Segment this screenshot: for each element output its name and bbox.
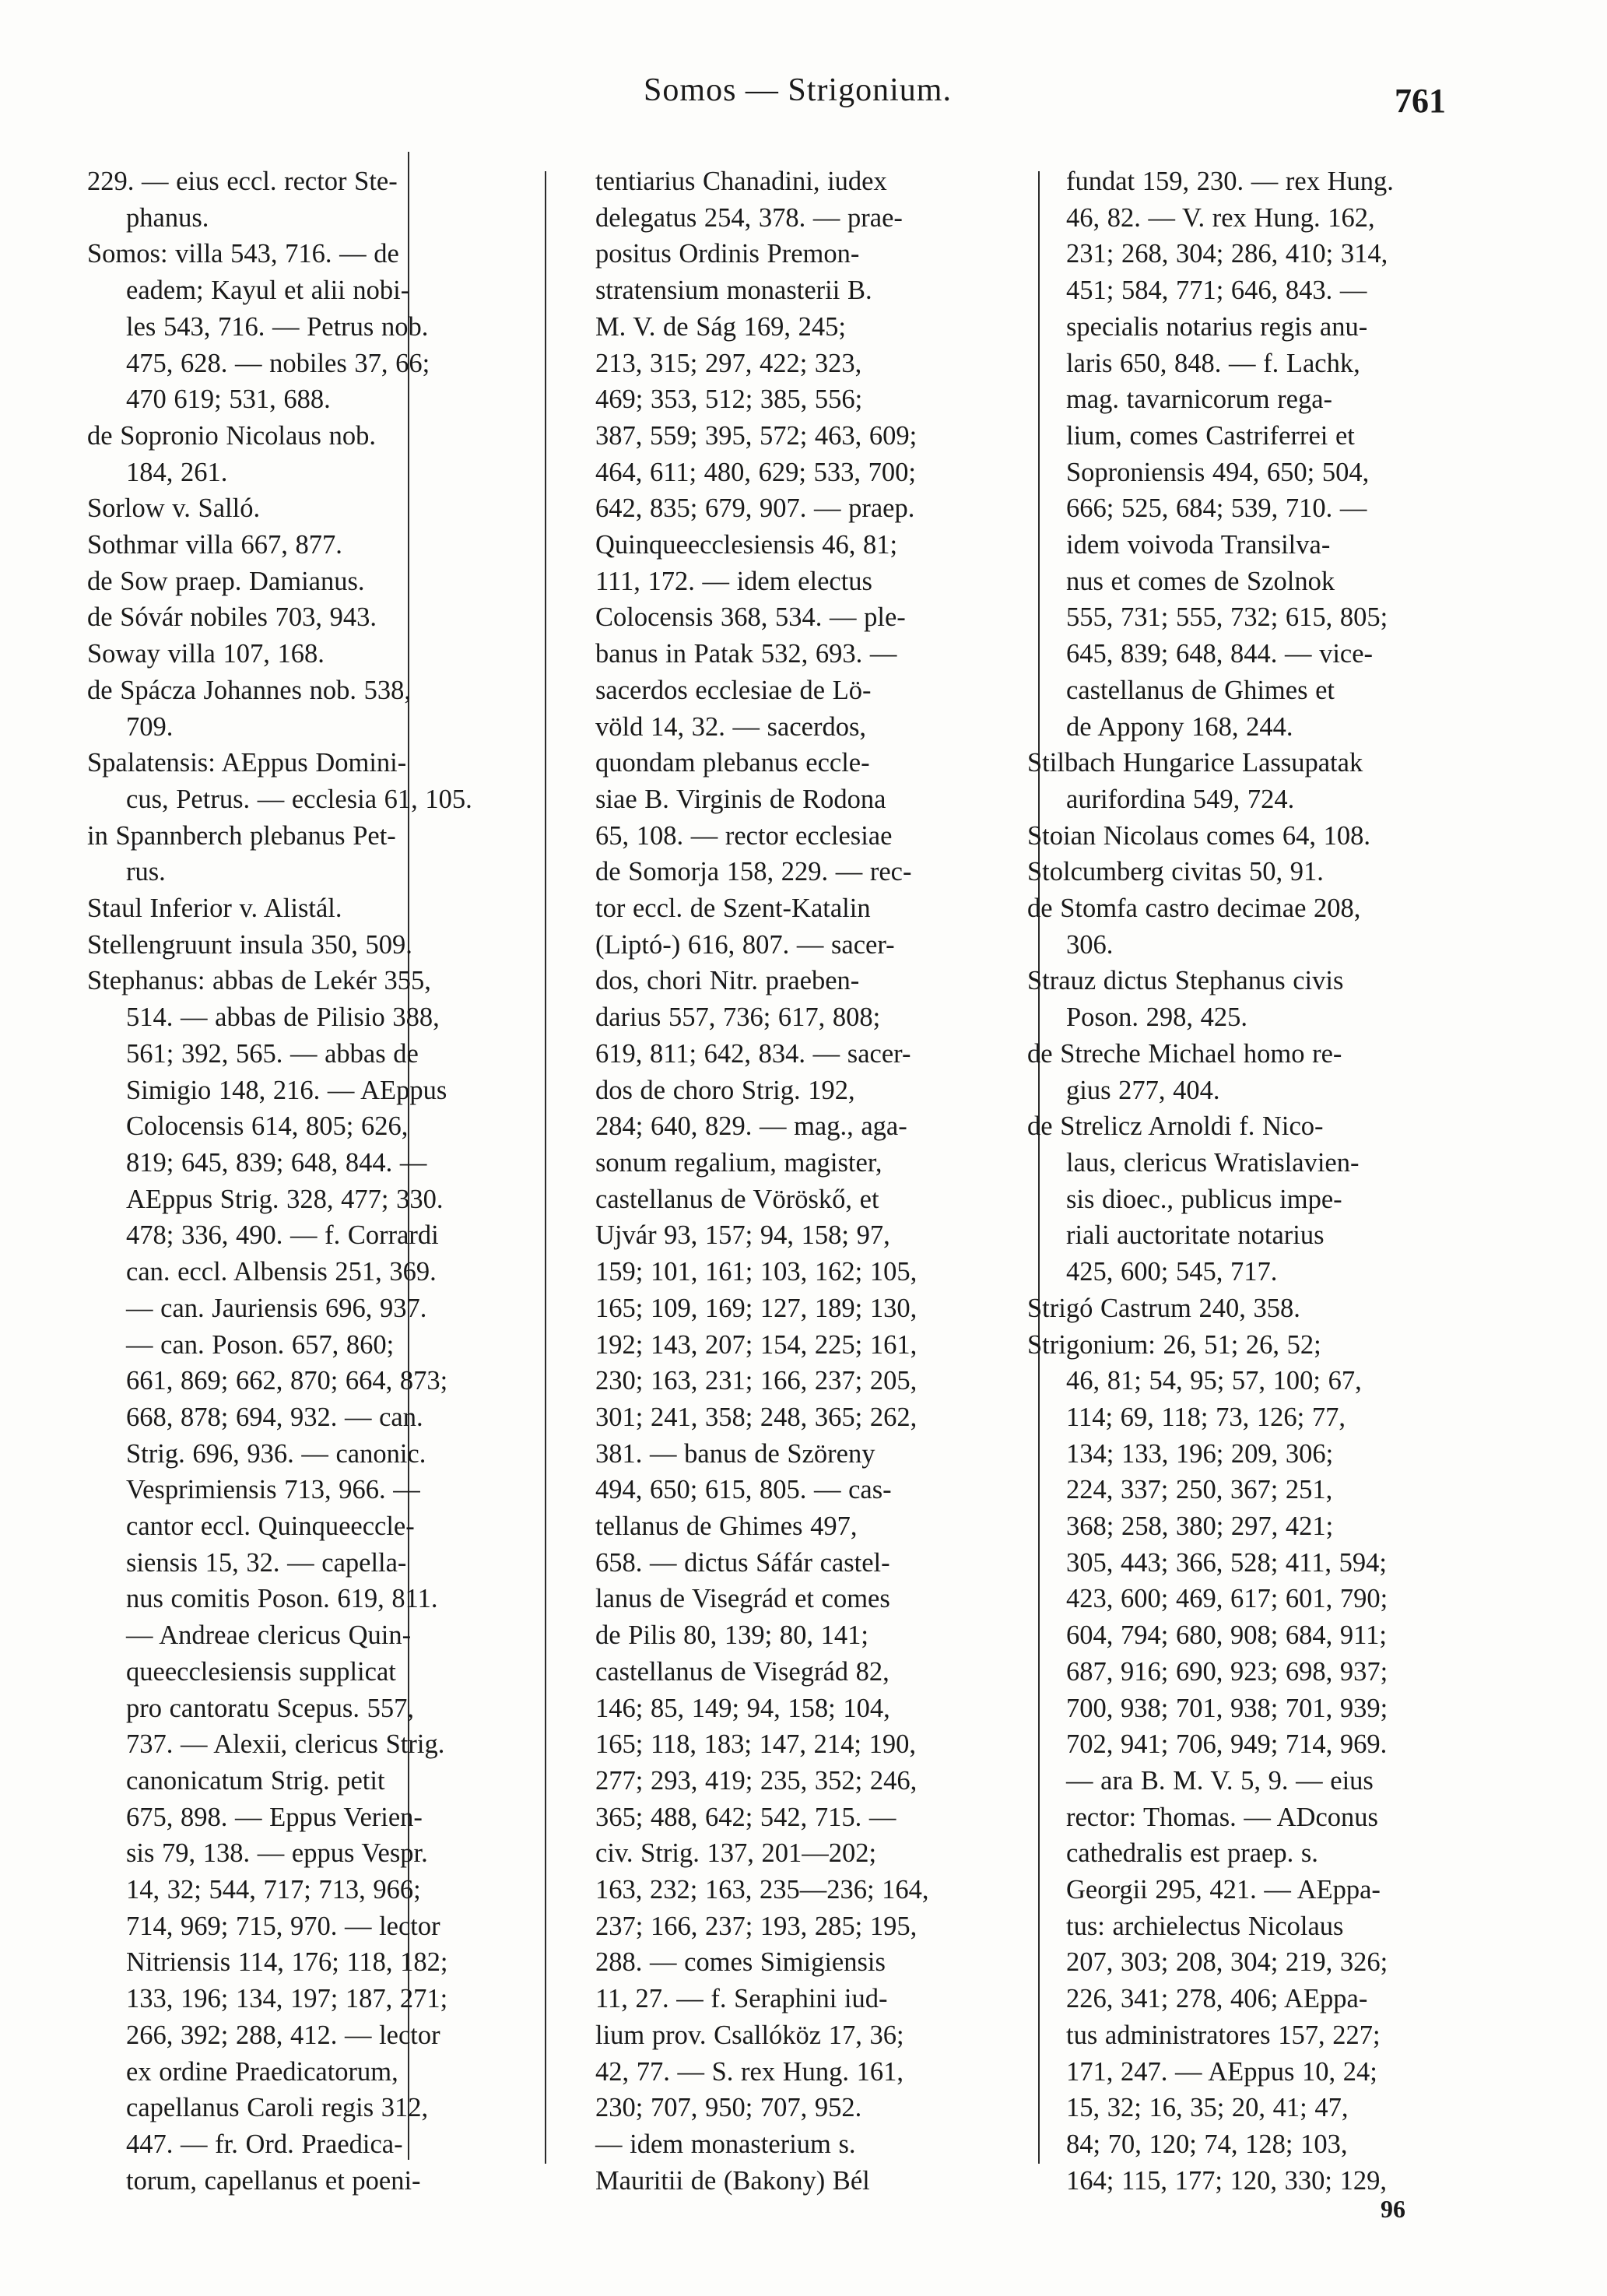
index-line: 642, 835; 679, 907. — praep. [595, 493, 915, 524]
index-line: 230; 707, 950; 707, 952. [595, 2093, 862, 2123]
index-line: canonicatum Strig. petit [126, 1765, 385, 1796]
index-column-2 [595, 163, 1000, 2199]
index-line: 451; 584, 771; 646, 843. — [1066, 276, 1367, 306]
index-line: eadem; Kayul et alii nobi- [126, 276, 410, 306]
index-line: lium prov. Csallóköz 17, 36; [595, 2020, 904, 2050]
index-line: Simigio 148, 216. — AEppus [126, 1075, 447, 1105]
index-line: Strigó Castrum 240, 358. [1027, 1293, 1300, 1323]
index-line: queecclesiensis supplicat [126, 1656, 396, 1687]
index-line: Stephanus: abbas de Lekér 355, [87, 966, 431, 996]
index-line: quondam plebanus eccle- [595, 748, 870, 778]
index-line: 288. — comes Simigiensis [595, 1947, 886, 1978]
index-line: 709. [126, 711, 174, 742]
index-line: 111, 172. — idem electus [595, 566, 872, 596]
index-line: sis dioec., publicus impe- [1066, 1184, 1342, 1214]
index-line: darius 557, 736; 617, 808; [595, 1002, 881, 1033]
index-line: torum, capellanus et poeni- [126, 2165, 421, 2196]
index-line: 46, 81; 54, 95; 57, 100; 67, [1066, 1366, 1362, 1396]
index-line: Mauritii de (Bakony) Bél [595, 2165, 870, 2196]
index-line: Colocensis 614, 805; 626, [126, 1111, 409, 1142]
index-line: 229. — eius eccl. rector Ste- [87, 167, 398, 196]
index-column-1 [87, 163, 531, 2199]
index-line: de Sopronio Nicolaus nob. [87, 420, 376, 451]
index-line: laus, clericus Wratislavien- [1066, 1147, 1360, 1178]
index-line: nus comitis Poson. 619, 811. [126, 1584, 438, 1614]
index-line: civ. Strig. 137, 201—202; [595, 1838, 877, 1869]
index-line: rus. [126, 857, 166, 887]
index-line: tor eccl. de Szent-Katalin [595, 893, 871, 924]
index-line: fundat 159, 230. — rex Hung. [1066, 167, 1394, 196]
index-line: dos, chori Nitr. praeben- [595, 966, 860, 996]
index-line: 230; 163, 231; 166, 237; 205, [595, 1366, 918, 1396]
index-line: 231; 268, 304; 286, 410; 314, [1066, 239, 1388, 269]
index-line: 301; 241, 358; 248, 365; 262, [595, 1402, 918, 1432]
index-line: idem voivoda Transilva- [1066, 530, 1331, 560]
index-line: 207, 303; 208, 304; 219, 326; [1066, 1947, 1388, 1978]
index-line: 475, 628. — nobiles 37, 66; [126, 348, 430, 378]
index-line: Nitriensis 114, 176; 118, 182; [126, 1947, 448, 1978]
index-line: Staul Inferior v. Alistál. [87, 893, 342, 924]
index-line: — idem monasterium s. [595, 2129, 856, 2159]
index-line: 514. — abbas de Pilisio 388, [126, 1002, 440, 1033]
index-line: de Appony 168, 244. [1066, 711, 1293, 742]
index-line: castellanus de Vöröskő, et [595, 1184, 879, 1214]
index-line: nus et comes de Szolnok [1066, 566, 1335, 596]
index-line: 277; 293, 419; 235, 352; 246, [595, 1765, 918, 1796]
index-line: 469; 353, 512; 385, 556; [595, 384, 863, 415]
column-rule-middle [545, 171, 546, 2164]
index-line: Sorlow v. Salló. [87, 493, 261, 524]
index-line: lium, comes Castriferrei et [1066, 420, 1355, 451]
index-line: cathedralis est praep. s. [1066, 1838, 1318, 1869]
index-line: Spalatensis: AEppus Domini- [87, 748, 407, 778]
index-line: de Sow praep. Damianus. [87, 566, 365, 596]
index-line: 675, 898. — Eppus Verien- [126, 1802, 423, 1832]
index-line: (Liptó-) 616, 807. — sacer- [595, 929, 895, 960]
index-line: siensis 15, 32. — capella- [126, 1547, 407, 1578]
index-line: 134; 133, 196; 209, 306; [1066, 1438, 1334, 1469]
index-line: pro cantoratu Scepus. 557, [126, 1693, 414, 1723]
index-line: 668, 878; 694, 932. — can. [126, 1402, 423, 1432]
index-line: 84; 70, 120; 74, 128; 103, [1066, 2129, 1348, 2159]
index-line: Soway villa 107, 168. [87, 639, 325, 669]
index-line: — can. Poson. 657, 860; [126, 1329, 395, 1360]
index-line: dos de choro Strig. 192, [595, 1075, 855, 1105]
index-line: de Somorja 158, 229. — rec- [595, 857, 912, 887]
index-line: 213, 315; 297, 422; 323, [595, 348, 862, 378]
index-line: positus Ordinis Premon- [595, 239, 860, 269]
index-line: de Stomfa castro decimae 208, [1027, 893, 1361, 924]
index-line: 464, 611; 480, 629; 533, 700; [595, 457, 916, 487]
index-line: 737. — Alexii, clericus Strig. [126, 1729, 445, 1760]
index-line: sacerdos ecclesiae de Lö- [595, 675, 872, 705]
index-line: 423, 600; 469, 617; 601, 790; [1066, 1584, 1388, 1614]
index-line: 658. — dictus Sáfár castel- [595, 1547, 890, 1578]
index-line: 159; 101, 161; 103, 162; 105, [595, 1257, 918, 1287]
index-line: tellanus de Ghimes 497, [595, 1511, 858, 1542]
index-line: 184, 261. [126, 457, 228, 487]
index-line: 700, 938; 701, 938; 701, 939; [1066, 1693, 1388, 1723]
index-line: 65, 108. — rector ecclesiae [595, 820, 893, 851]
signature-mark: 96 [1381, 2195, 1405, 2223]
index-line: 171, 247. — AEppus 10, 24; [1066, 2056, 1377, 2087]
index-line: 11, 27. — f. Seraphini iud- [595, 1984, 888, 2014]
index-line: Strigonium: 26, 51; 26, 52; [1027, 1329, 1321, 1360]
index-line: mag. tavarnicorum rega- [1066, 384, 1333, 415]
index-line: 494, 650; 615, 805. — cas- [595, 1475, 892, 1505]
index-line: 226, 341; 278, 406; AEppa- [1066, 1984, 1368, 2014]
index-line: ex ordine Praedicatorum, [126, 2056, 398, 2087]
index-line: 819; 645, 839; 648, 844. — [126, 1147, 427, 1178]
index-line: cantor eccl. Quinqueeccle- [126, 1511, 415, 1542]
index-line: stratensium monasterii B. [595, 276, 872, 306]
index-line: in Spannberch plebanus Pet- [87, 820, 396, 851]
index-line: phanus. [126, 202, 209, 233]
index-line: 266, 392; 288, 412. — lector [126, 2020, 440, 2050]
index-line: 425, 600; 545, 717. [1066, 1257, 1278, 1287]
index-line: 365; 488, 642; 542, 715. — [595, 1802, 896, 1832]
index-line: 447. — fr. Ord. Praedica- [126, 2129, 403, 2159]
index-line: 146; 85, 149; 94, 158; 104, [595, 1693, 890, 1723]
index-line: 284; 640, 829. — mag., aga- [595, 1111, 907, 1142]
index-line: les 543, 716. — Petrus nob. [126, 311, 429, 342]
index-line: lanus de Visegrád et comes [595, 1584, 890, 1614]
index-line: Stilbach Hungarice Lassupatak [1027, 748, 1363, 778]
index-line: Georgii 295, 421. — AEppa- [1066, 1875, 1381, 1905]
index-line: Stellengruunt insula 350, 509. [87, 929, 412, 960]
index-line: laris 650, 848. — f. Lachk, [1066, 348, 1360, 378]
index-line: de Strelicz Arnoldi f. Nico- [1027, 1111, 1324, 1142]
index-line: 15, 32; 16, 35; 20, 41; 47, [1066, 2093, 1349, 2123]
index-line: Quinqueecclesiensis 46, 81; [595, 530, 898, 560]
index-line: 306. [1066, 929, 1114, 960]
index-line: aurifordina 549, 724. [1066, 784, 1295, 814]
index-line: Soproniensis 494, 650; 504, [1066, 457, 1370, 487]
index-line: rector: Thomas. — ADconus [1066, 1802, 1378, 1832]
index-line: 478; 336, 490. — f. Corrardi [126, 1220, 439, 1251]
page-number: 761 [1395, 82, 1446, 120]
index-line: banus in Patak 532, 693. — [595, 639, 897, 669]
index-line: M. V. de Ság 169, 245; [595, 311, 846, 342]
index-line: Strauz dictus Stephanus civis [1027, 966, 1344, 996]
index-line: — ara B. M. V. 5, 9. — eius [1066, 1765, 1374, 1796]
index-line: specialis notarius regis anu- [1066, 311, 1368, 342]
index-line: sonum regalium, magister, [595, 1147, 882, 1178]
index-line: de Spácza Johannes nob. 538, [87, 675, 411, 705]
index-line: 165; 109, 169; 127, 189; 130, [595, 1293, 918, 1323]
index-line: castellanus de Ghimes et [1066, 675, 1335, 705]
index-line: 192; 143, 207; 154, 225; 161, [595, 1329, 918, 1360]
index-line: Ujvár 93, 157; 94, 158; 97, [595, 1220, 890, 1251]
index-line: — can. Jauriensis 696, 937. [126, 1293, 427, 1323]
index-line: 368; 258, 380; 297, 421; [1066, 1511, 1334, 1542]
index-line: völd 14, 32. — sacerdos, [595, 711, 866, 742]
index-line: Stolcumberg civitas 50, 91. [1027, 857, 1324, 887]
running-head: Somos — Strigonium. [644, 72, 952, 108]
index-line: riali auctoritate notarius [1066, 1220, 1325, 1251]
index-line: 604, 794; 680, 908; 684, 911; [1066, 1620, 1387, 1651]
index-line: 224, 337; 250, 367; 251, [1066, 1475, 1333, 1505]
index-line: tus: archielectus Nicolaus [1066, 1911, 1344, 1941]
index-line: 387, 559; 395, 572; 463, 609; [595, 420, 918, 451]
index-line: Stoian Nicolaus comes 64, 108. [1027, 820, 1370, 851]
index-line: 666; 525, 684; 539, 710. — [1066, 493, 1367, 524]
index-line: 702, 941; 706, 949; 714, 969. [1066, 1729, 1388, 1760]
index-line: Colocensis 368, 534. — ple- [595, 602, 906, 633]
index-line: 561; 392, 565. — abbas de [126, 1038, 419, 1069]
index-line: 46, 82. — V. rex Hung. 162, [1066, 202, 1375, 233]
index-line: 14, 32; 544, 717; 713, 966; [126, 1875, 421, 1905]
index-line: 114; 69, 118; 73, 126; 77, [1066, 1402, 1346, 1432]
index-line: Sothmar villa 667, 877. [87, 530, 342, 560]
index-line: 714, 969; 715, 970. — lector [126, 1911, 440, 1941]
index-line: 661, 869; 662, 870; 664, 873; [126, 1366, 448, 1396]
index-line: 164; 115, 177; 120, 330; 129, [1066, 2165, 1387, 2196]
index-line: tentiarius Chanadini, iudex [595, 167, 887, 196]
index-line: Vesprimiensis 713, 966. — [126, 1475, 420, 1505]
index-line: 645, 839; 648, 844. — vice- [1066, 639, 1374, 669]
index-line: de Streche Michael homo re- [1027, 1038, 1342, 1069]
index-line: siae B. Virginis de Rodona [595, 784, 886, 814]
index-line: Strig. 696, 936. — canonic. [126, 1438, 426, 1469]
index-line: castellanus de Visegrád 82, [595, 1656, 889, 1687]
index-line: Somos: villa 543, 716. — de [87, 239, 399, 269]
index-line: cus, Petrus. — ecclesia 61, 105. [126, 784, 472, 814]
index-line: sis 79, 138. — eppus Vespr. [126, 1838, 428, 1869]
index-line: 555, 731; 555, 732; 615, 805; [1066, 602, 1388, 633]
index-line: — Andreae clericus Quin- [126, 1620, 412, 1651]
index-column-3 [1027, 163, 1479, 2199]
index-line: can. eccl. Albensis 251, 369. [126, 1257, 437, 1287]
index-line: 163, 232; 163, 235—236; 164, [595, 1875, 929, 1905]
index-line: tus administratores 157, 227; [1066, 2020, 1381, 2050]
index-line: 687, 916; 690, 923; 698, 937; [1066, 1656, 1388, 1687]
index-line: Poson. 298, 425. [1066, 1002, 1247, 1033]
index-line: 133, 196; 134, 197; 187, 271; [126, 1984, 448, 2014]
index-line: de Sóvár nobiles 703, 943. [87, 602, 377, 633]
index-line: 237; 166, 237; 193, 285; 195, [595, 1911, 918, 1941]
index-line: capellanus Caroli regis 312, [126, 2093, 429, 2123]
index-line: 470 619; 531, 688. [126, 384, 331, 415]
index-line: 305, 443; 366, 528; 411, 594; [1066, 1547, 1387, 1578]
index-line: 619, 811; 642, 834. — sacer- [595, 1038, 911, 1069]
index-line: 381. — banus de Szöreny [595, 1438, 875, 1469]
index-line: 165; 118, 183; 147, 214; 190, [595, 1729, 916, 1760]
index-line: delegatus 254, 378. — prae- [595, 202, 903, 233]
index-line: de Pilis 80, 139; 80, 141; [595, 1620, 868, 1651]
index-line: 42, 77. — S. rex Hung. 161, [595, 2056, 904, 2087]
index-line: AEppus Strig. 328, 477; 330. [126, 1184, 444, 1214]
index-line: gius 277, 404. [1066, 1075, 1220, 1105]
